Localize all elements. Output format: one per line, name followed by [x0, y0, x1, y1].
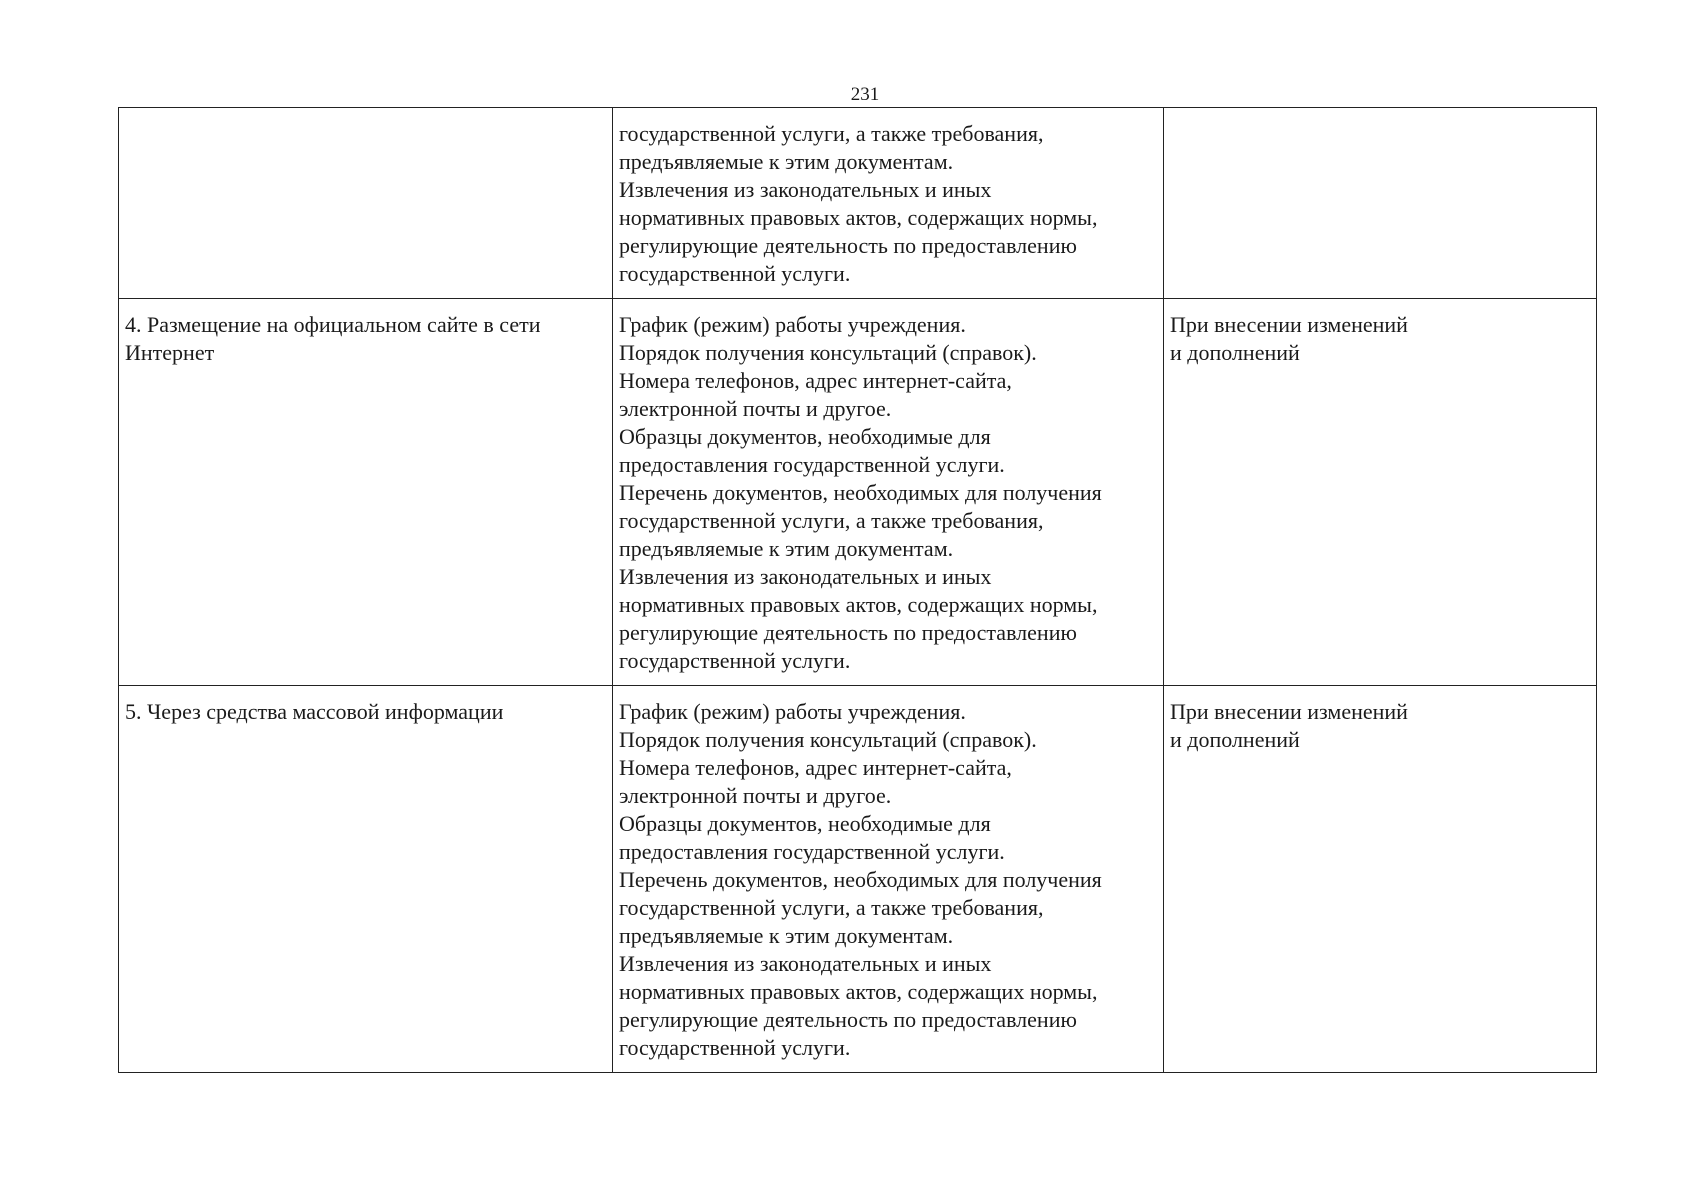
text-line: государственной услуги.	[619, 648, 851, 673]
text-line: государственной услуги, а также требования,	[619, 121, 1044, 146]
text-line: Извлечения из законодательных и иных	[619, 177, 992, 202]
text-line: Образцы документов, необходимые для	[619, 424, 991, 449]
text-line: и дополнений	[1170, 340, 1300, 365]
text-line: нормативных правовых актов, содержащих нормы,	[619, 592, 1098, 617]
method-cell	[119, 686, 613, 1073]
text-line: Номера телефонов, адрес интернет-сайта,	[619, 368, 1012, 393]
text-line: предъявляемые к этим документам.	[619, 923, 954, 948]
text-line: нормативных правовых актов, содержащих нормы,	[619, 205, 1098, 230]
text-line: и дополнений	[1170, 727, 1300, 752]
text-line: электронной почты и другое.	[619, 783, 892, 808]
text-line: Образцы документов, необходимые для	[619, 811, 991, 836]
text-line: регулирующие деятельность по предоставлению	[619, 1007, 1077, 1032]
text-line: предъявляемые к этим документам.	[619, 536, 954, 561]
text-line: Извлечения из законодательных и иных	[619, 951, 992, 976]
frequency-cell	[1164, 686, 1597, 1073]
text-line: 5. Через средства массовой информации	[125, 699, 504, 724]
content-cell	[613, 108, 1164, 299]
text-line: регулирующие деятельность по предоставлению	[619, 620, 1077, 645]
table-body	[119, 108, 1597, 1073]
text-line: Номера телефонов, адрес интернет-сайта,	[619, 755, 1012, 780]
content-cell	[613, 686, 1164, 1073]
text-line: Извлечения из законодательных и иных	[619, 564, 992, 589]
table-row	[119, 108, 1597, 299]
text-line: государственной услуги, а также требования,	[619, 895, 1044, 920]
text-line: электронной почты и другое.	[619, 396, 892, 421]
method-cell	[119, 299, 613, 686]
info-table	[118, 107, 1597, 1073]
text-line: государственной услуги.	[619, 1035, 851, 1060]
text-line: Порядок получения консультаций (справок).	[619, 340, 1037, 365]
frequency-cell	[1164, 299, 1597, 686]
text-line: При внесении изменений	[1170, 699, 1408, 724]
text-line: регулирующие деятельность по предоставлению	[619, 233, 1077, 258]
text-line: государственной услуги.	[619, 261, 851, 286]
content-cell	[613, 299, 1164, 686]
frequency-cell	[1164, 108, 1597, 299]
method-cell	[119, 108, 613, 299]
text-line: государственной услуги, а также требования,	[619, 508, 1044, 533]
table-row	[119, 299, 1597, 686]
text-line: предоставления государственной услуги.	[619, 839, 1005, 864]
text-line: Порядок получения консультаций (справок).	[619, 727, 1037, 752]
text-line: При внесении изменений	[1170, 312, 1408, 337]
text-line: нормативных правовых актов, содержащих нормы,	[619, 979, 1098, 1004]
page-number: 231	[850, 84, 880, 105]
text-line: График (режим) работы учреждения.	[619, 699, 966, 724]
text-line: предъявляемые к этим документам.	[619, 149, 954, 174]
text-line: Перечень документов, необходимых для получения	[619, 480, 1102, 505]
text-line: 4. Размещение на официальном сайте в сети	[125, 312, 541, 337]
text-line: предоставления государственной услуги.	[619, 452, 1005, 477]
text-line: Интернет	[125, 340, 215, 365]
text-line: Перечень документов, необходимых для получения	[619, 867, 1102, 892]
table-row	[119, 686, 1597, 1073]
text-line: График (режим) работы учреждения.	[619, 312, 966, 337]
